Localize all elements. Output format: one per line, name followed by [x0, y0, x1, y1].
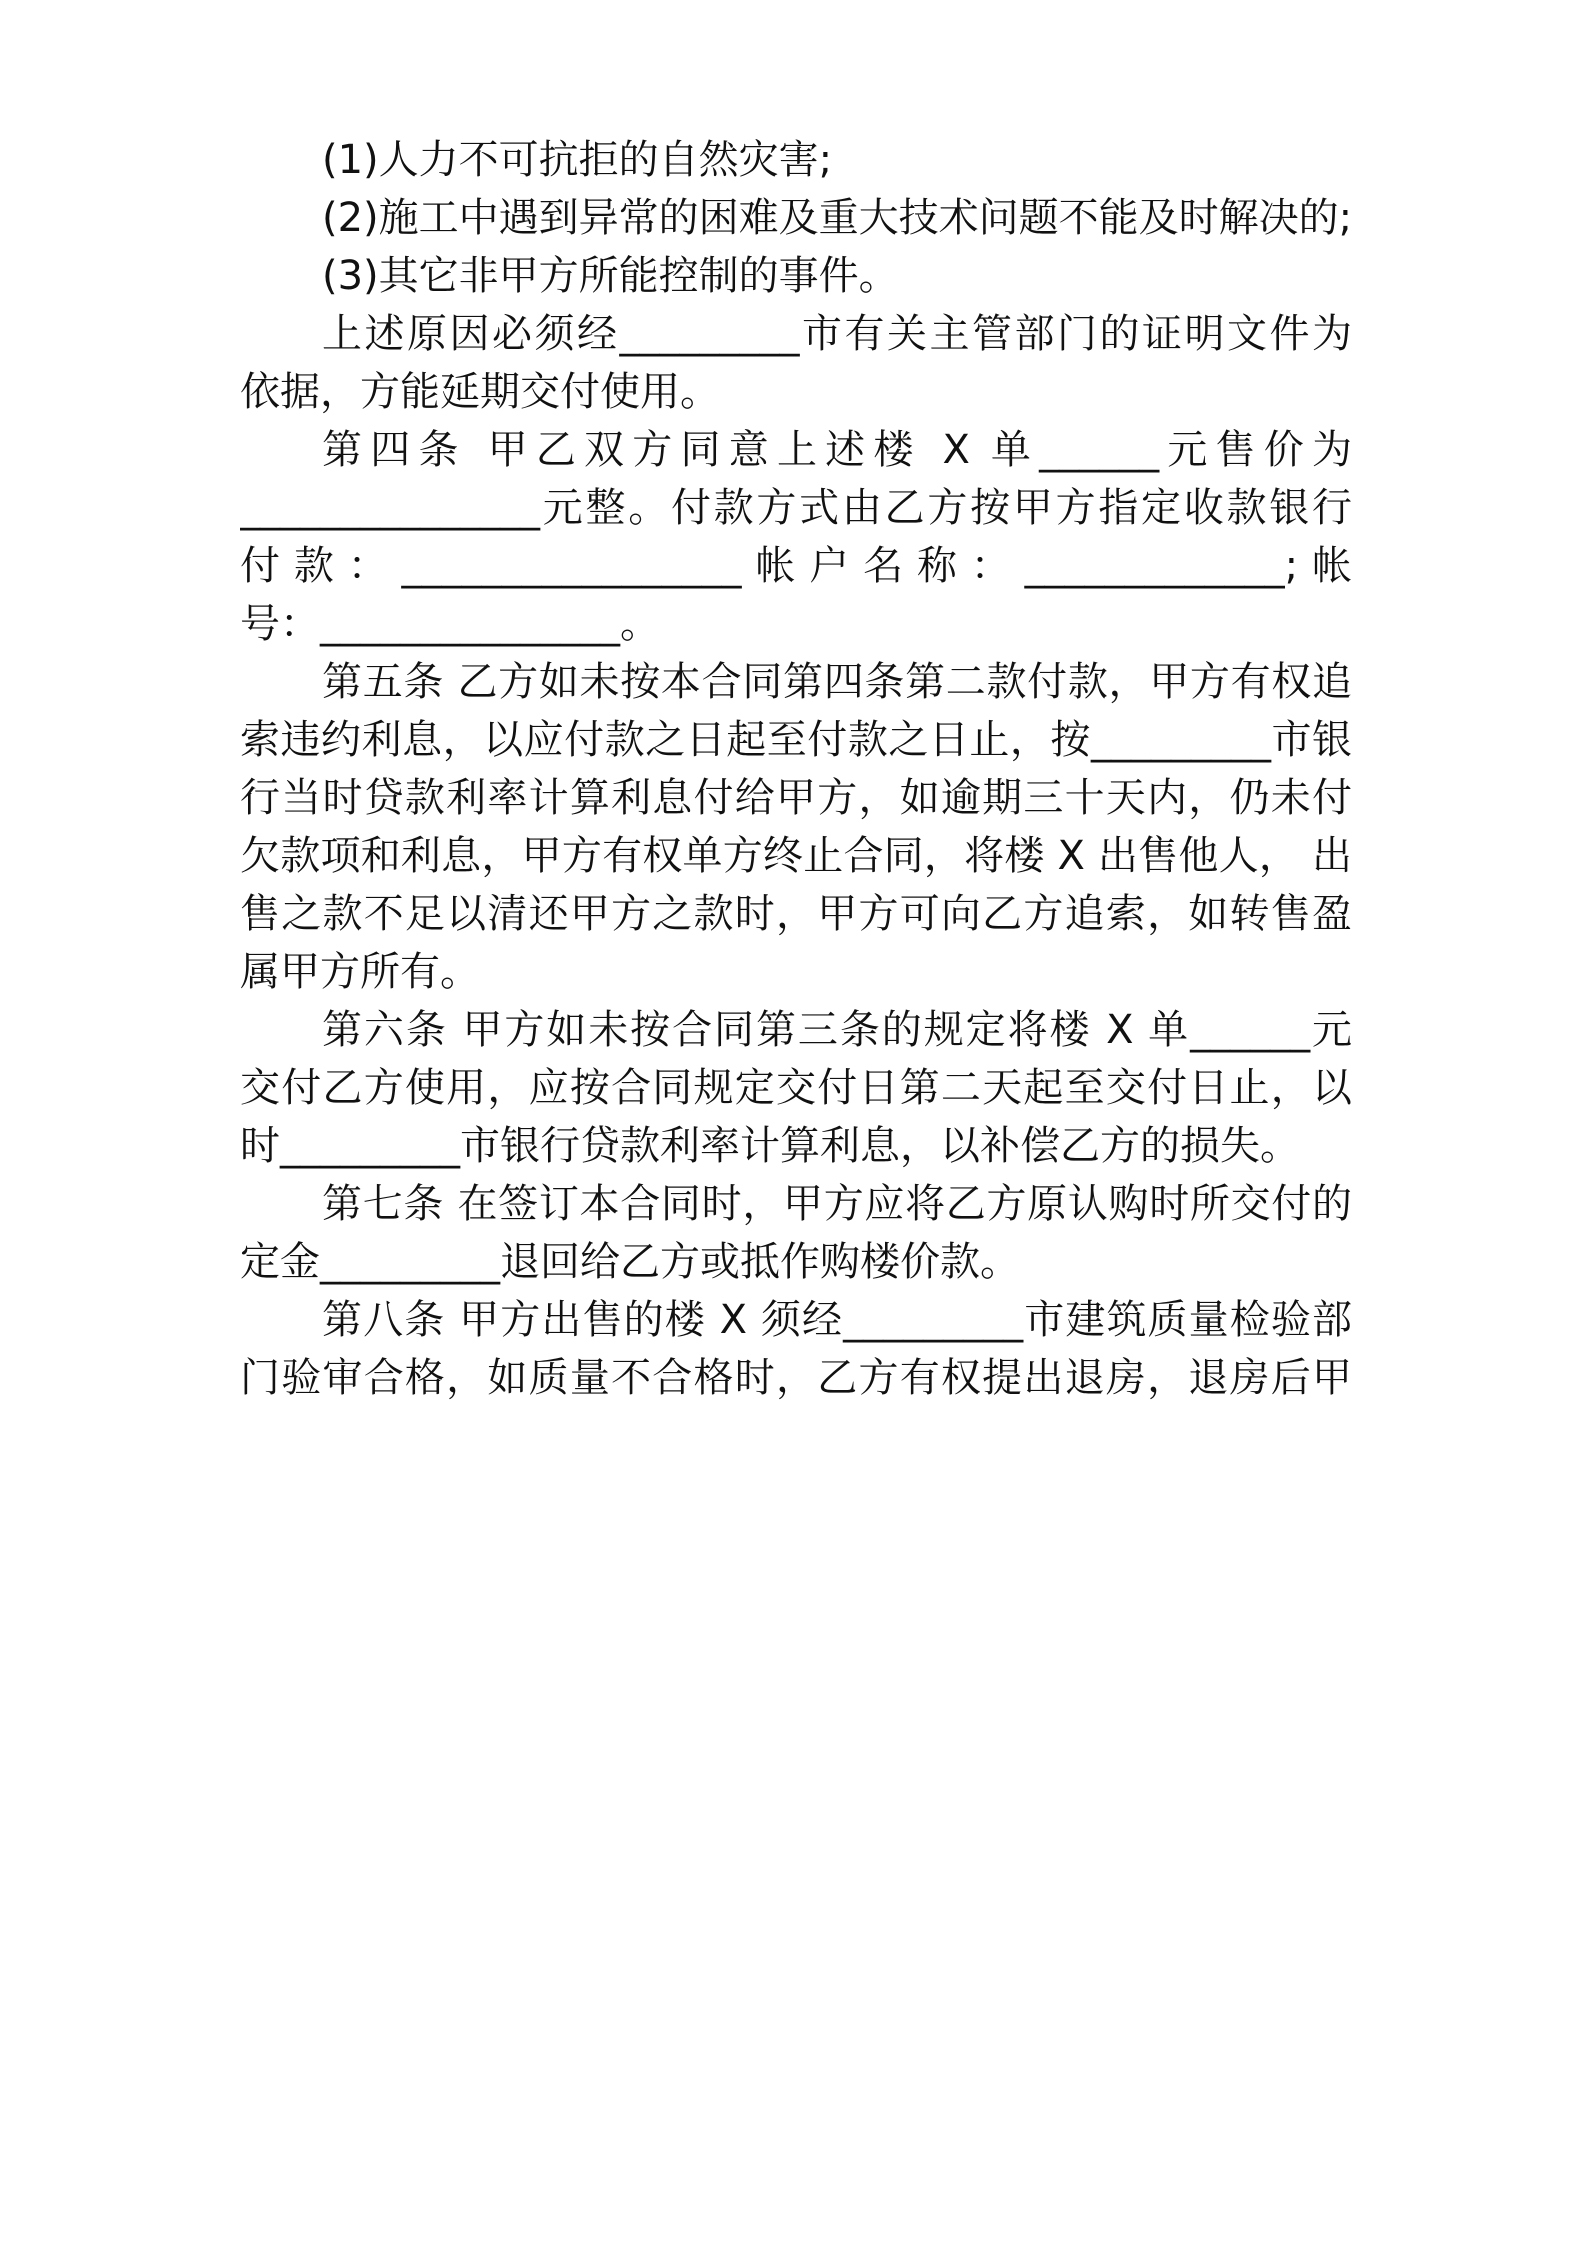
clause-item-2: (2)施工中遇到异常的困难及重大技术问题不能及时解决的;	[322, 195, 1353, 241]
article-6-line: 交付乙方使用，应按合同规定交付日第二天起至交付日止，以	[240, 1065, 1352, 1111]
article-5-line: 第五条 乙方如未按本合同第四条第二款付款，甲方有权追	[322, 659, 1352, 705]
article-5-line: 行当时贷款利率计算利息付给甲方，如逾期三十天内，仍未付	[240, 775, 1352, 821]
article-8-line: 门验审合格，如质量不合格时，乙方有权提出退房，退房后甲	[240, 1355, 1352, 1401]
article-5-line: 索违约利息，以应付款之日起至付款之日止，按_________市银	[240, 717, 1352, 763]
article-4-line: 付款：_________________帐户名称：_____________;帐	[240, 543, 1352, 589]
article-6-line: 时_________市银行贷款利率计算利息，以补偿乙方的损失。	[240, 1123, 1300, 1169]
clause-item-3: (3)其它非甲方所能控制的事件。	[322, 253, 899, 299]
article-8-line: 第八条 甲方出售的楼 X 须经_________市建筑质量检验部	[322, 1297, 1352, 1343]
article-5-line: 售之款不足以清还甲方之款时，甲方可向乙方追索，如转售盈	[240, 891, 1352, 937]
article-5-line: 属甲方所有。	[240, 949, 480, 995]
article-4-line: _______________元整。付款方式由乙方按甲方指定收款银行	[240, 485, 1352, 531]
article-7-line: 第七条 在签订本合同时，甲方应将乙方原认购时所交付的	[322, 1181, 1352, 1227]
article-7-line: 定金_________退回给乙方或抵作购楼价款。	[240, 1239, 1020, 1285]
paragraph-line: 依据，方能延期交付使用。	[240, 369, 720, 415]
article-5-line: 欠款项和利息，甲方有权单方终止合同，将楼 X 出售他人， 出	[240, 833, 1352, 879]
article-4-line: 号：_______________。	[240, 601, 660, 647]
article-6-line: 第六条 甲方如未按合同第三条的规定将楼 X 单______元	[322, 1007, 1352, 1053]
article-4-line: 第四条 甲乙双方同意上述楼 X 单______元售价为	[322, 427, 1352, 473]
paragraph-line: 上述原因必须经_________市有关主管部门的证明文件为	[322, 311, 1352, 357]
clause-item-1: (1)人力不可抗拒的自然灾害;	[322, 137, 833, 183]
